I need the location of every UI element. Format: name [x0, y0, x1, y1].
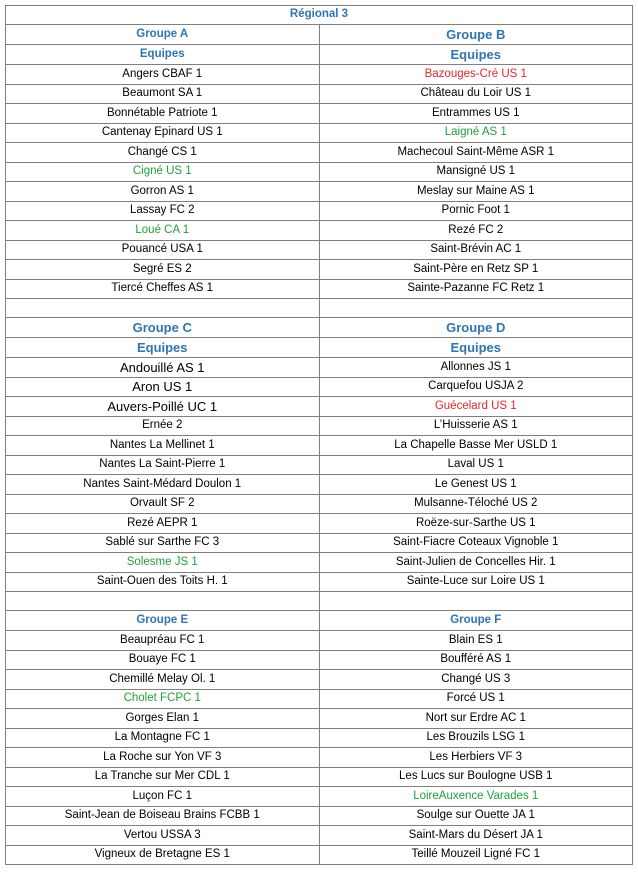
group-title-row-ab	[6, 25, 633, 45]
table-row	[6, 728, 633, 748]
team-cell: Soulge sur Ouette JA 1	[319, 806, 633, 826]
team-cell: Orvault SF 2	[6, 494, 320, 514]
table-row	[6, 84, 633, 104]
table-row	[6, 787, 633, 807]
spacer-row	[6, 592, 633, 611]
team-cell: Saint-Ouen des Toits H. 1	[6, 572, 320, 592]
table-row	[6, 65, 633, 85]
team-cell: Château du Loir US 1	[319, 84, 633, 104]
team-cell: Machecoul Saint-Même ASR 1	[319, 143, 633, 163]
table-row	[6, 826, 633, 846]
team-cell: Bonnétable Patriote 1	[6, 104, 320, 124]
table-row	[6, 416, 633, 436]
team-cell: Aron US 1	[6, 377, 320, 397]
empty-cell	[319, 592, 633, 611]
group-title: Groupe F	[319, 611, 633, 631]
team-cell: Ernée 2	[6, 416, 320, 436]
table-row	[6, 260, 633, 280]
team-cell: Rezé FC 2	[319, 221, 633, 241]
table-row	[6, 650, 633, 670]
team-cell: Guécelard US 1	[319, 397, 633, 417]
team-cell: Solesme JS 1	[6, 553, 320, 573]
team-cell: Bouaye FC 1	[6, 650, 320, 670]
table-row	[6, 201, 633, 221]
group-title-row-ef	[6, 611, 633, 631]
table-row	[6, 689, 633, 709]
team-cell: Auvers-Poillé UC 1	[6, 397, 320, 417]
table-row	[6, 494, 633, 514]
title-row	[6, 6, 633, 25]
team-cell: Beaupréau FC 1	[6, 631, 320, 651]
table-row	[6, 475, 633, 495]
team-cell: Le Genest US 1	[319, 475, 633, 495]
team-cell: Laval US 1	[319, 455, 633, 475]
team-cell: Blain ES 1	[319, 631, 633, 651]
table-row	[6, 767, 633, 787]
team-cell: LoireAuxence Varades 1	[319, 787, 633, 807]
team-cell: Sainte-Pazanne FC Retz 1	[319, 279, 633, 299]
team-cell: Changé US 3	[319, 670, 633, 690]
team-cell: Chemillé Melay Ol. 1	[6, 670, 320, 690]
team-cell: Forcé US 1	[319, 689, 633, 709]
team-cell: L’Huisserie AS 1	[319, 416, 633, 436]
team-cell: Saint-Père en Retz SP 1	[319, 260, 633, 280]
team-cell: Cholet FCPC 1	[6, 689, 320, 709]
table-row	[6, 455, 633, 475]
team-cell: Sainte-Luce sur Loire US 1	[319, 572, 633, 592]
regional-3-groups-table	[5, 5, 633, 865]
team-cell: Lassay FC 2	[6, 201, 320, 221]
table-row	[6, 806, 633, 826]
table-row	[6, 104, 633, 124]
team-cell: Changé CS 1	[6, 143, 320, 163]
team-cell: Sablé sur Sarthe FC 3	[6, 533, 320, 553]
table-row	[6, 397, 633, 417]
team-cell: Beaumont SA 1	[6, 84, 320, 104]
team-cell: Teillé Mouzeil Ligné FC 1	[319, 845, 633, 865]
teams-header: Equipes	[6, 45, 320, 65]
team-cell: Roëze-sur-Sarthe US 1	[319, 514, 633, 534]
teams-header: Equipes	[6, 338, 320, 358]
team-cell: Saint-Brévin AC 1	[319, 240, 633, 260]
team-cell: Andouillé AS 1	[6, 358, 320, 378]
table-row	[6, 279, 633, 299]
team-cell: Les Brouzils LSG 1	[319, 728, 633, 748]
team-cell: Saint-Fiacre Coteaux Vignoble 1	[319, 533, 633, 553]
table-row	[6, 377, 633, 397]
group-title: Groupe C	[6, 318, 320, 338]
team-cell: Bazouges-Cré US 1	[319, 65, 633, 85]
spacer-row	[6, 299, 633, 318]
table-row	[6, 182, 633, 202]
team-cell: La Tranche sur Mer CDL 1	[6, 767, 320, 787]
teams-header-row-cd	[6, 338, 633, 358]
table-row	[6, 358, 633, 378]
table-row	[6, 533, 633, 553]
group-title-row-cd	[6, 318, 633, 338]
table-row	[6, 143, 633, 163]
team-cell: Nort sur Erdre AC 1	[319, 709, 633, 729]
group-title: Groupe D	[319, 318, 633, 338]
table-row	[6, 845, 633, 865]
team-cell: La Montagne FC 1	[6, 728, 320, 748]
team-cell: Carquefou USJA 2	[319, 377, 633, 397]
table-row	[6, 162, 633, 182]
team-cell: Laigné AS 1	[319, 123, 633, 143]
table-row	[6, 221, 633, 241]
group-title: Groupe A	[6, 25, 320, 45]
empty-cell	[6, 299, 320, 318]
table-row	[6, 240, 633, 260]
team-cell: Rezé AEPR 1	[6, 514, 320, 534]
table-row	[6, 670, 633, 690]
group-title: Groupe E	[6, 611, 320, 631]
team-cell: Nantes La Saint-Pierre 1	[6, 455, 320, 475]
team-cell: Allonnes JS 1	[319, 358, 633, 378]
table-row	[6, 553, 633, 573]
team-cell: La Roche sur Yon VF 3	[6, 748, 320, 768]
team-cell: Loué CA 1	[6, 221, 320, 241]
team-cell: Mulsanne-Téloché US 2	[319, 494, 633, 514]
team-cell: Mansigné US 1	[319, 162, 633, 182]
table-row	[6, 709, 633, 729]
group-title: Groupe B	[319, 25, 633, 45]
team-cell: Saint-Jean de Boiseau Brains FCBB 1	[6, 806, 320, 826]
table-row	[6, 748, 633, 768]
teams-header: Equipes	[319, 338, 633, 358]
team-cell: Cigné US 1	[6, 162, 320, 182]
table-row	[6, 514, 633, 534]
table-row	[6, 572, 633, 592]
team-cell: Pouancé USA 1	[6, 240, 320, 260]
team-cell: Boufféré AS 1	[319, 650, 633, 670]
team-cell: Angers CBAF 1	[6, 65, 320, 85]
team-cell: Meslay sur Maine AS 1	[319, 182, 633, 202]
team-cell: Saint-Mars du Désert JA 1	[319, 826, 633, 846]
team-cell: Gorron AS 1	[6, 182, 320, 202]
team-cell: Vigneux de Bretagne ES 1	[6, 845, 320, 865]
team-cell: Les Herbiers VF 3	[319, 748, 633, 768]
team-cell: Gorges Elan 1	[6, 709, 320, 729]
empty-cell	[319, 299, 633, 318]
team-cell: Entrammes US 1	[319, 104, 633, 124]
table-row	[6, 631, 633, 651]
teams-header: Equipes	[319, 45, 633, 65]
team-cell: Nantes Saint-Médard Doulon 1	[6, 475, 320, 495]
table-row	[6, 436, 633, 456]
team-cell: Vertou USSA 3	[6, 826, 320, 846]
team-cell: Tiercé Cheffes AS 1	[6, 279, 320, 299]
team-cell: Luçon FC 1	[6, 787, 320, 807]
team-cell: La Chapelle Basse Mer USLD 1	[319, 436, 633, 456]
team-cell: Nantes La Mellinet 1	[6, 436, 320, 456]
team-cell: Cantenay Epinard US 1	[6, 123, 320, 143]
table-title: Régional 3	[6, 6, 633, 25]
team-cell: Saint-Julien de Concelles Hir. 1	[319, 553, 633, 573]
team-cell: Les Lucs sur Boulogne USB 1	[319, 767, 633, 787]
team-cell: Segré ES 2	[6, 260, 320, 280]
teams-header-row-ab	[6, 45, 633, 65]
team-cell: Pornic Foot 1	[319, 201, 633, 221]
empty-cell	[6, 592, 320, 611]
table-row	[6, 123, 633, 143]
